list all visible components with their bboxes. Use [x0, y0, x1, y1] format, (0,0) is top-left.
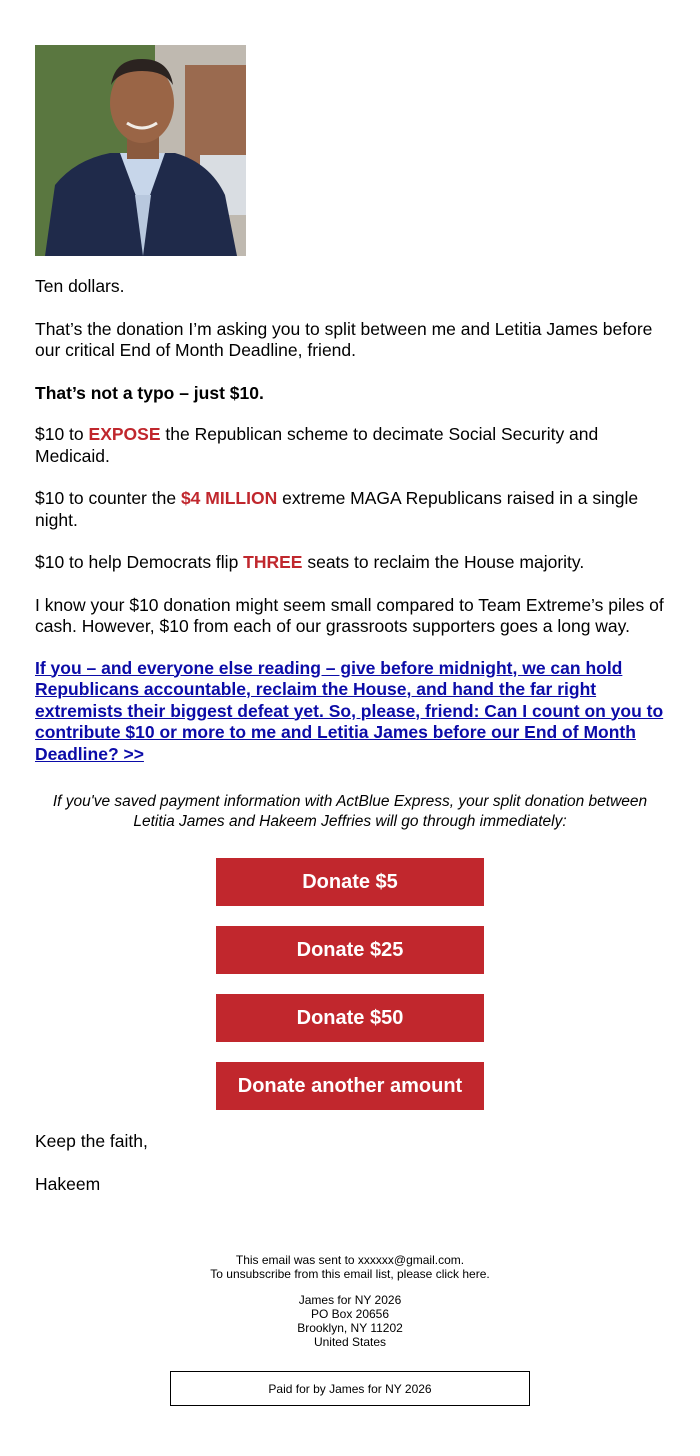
address-org: James for NY 2026 [298, 1293, 402, 1307]
address-country: United States [313, 1335, 387, 1349]
three-highlight: THREE [243, 552, 303, 572]
cta-paragraph [35, 658, 665, 766]
mailing-address [35, 1293, 665, 1349]
portrait-illustration [35, 45, 246, 256]
grassroots-paragraph: I know your $10 donation might seem small compared to Team Extreme’s piles of cash. However, $10 from each of our grassroots supporters goes a long way. [35, 594, 664, 636]
unsubscribe-line [35, 1267, 665, 1281]
expose-text-a: $10 to [35, 424, 89, 444]
donate-5-button[interactable]: Donate $5 [216, 858, 484, 906]
email-content [35, 45, 665, 1406]
donate-25-button[interactable]: Donate $25 [216, 926, 484, 974]
donate-other-amount-button[interactable]: Donate another amount [216, 1062, 484, 1110]
sent-to-line [35, 1253, 665, 1267]
unsubscribe-link[interactable]: here [462, 1267, 487, 1281]
not-a-typo-paragraph: That’s not a typo – just $10. [35, 382, 264, 403]
email-footer [35, 1253, 665, 1406]
address-po-box: PO Box 20656 [310, 1307, 390, 1321]
signoff-name: Hakeem [35, 1173, 101, 1194]
million-paragraph [35, 488, 665, 531]
sent-suffix: . [460, 1253, 465, 1267]
donate-button-group [35, 858, 665, 1130]
million-text-a: $10 to counter the [35, 488, 181, 508]
cta-link[interactable]: If you – and everyone else reading – give before midnight, we can hold Republicans accountable, reclaim the House, and hand the far right extremists their biggest defeat yet. So, please, friend: Can I count on you to contribute $10 or more to me and Letitia James before our End of Month Deadline? >> [35, 657, 664, 764]
recipient-email: xxxxxx@gmail.com [357, 1253, 461, 1267]
expose-text-b: the Republican scheme to decimate Social Security and Medicaid. [35, 424, 599, 466]
three-text-b: seats to reclaim the House majority. [302, 552, 585, 572]
unsub-prefix: To unsubscribe from this email list, please click [210, 1267, 463, 1281]
opening-line: Ten dollars. [35, 276, 125, 296]
paid-for-disclaimer: Paid for by James for NY 2026 [170, 1371, 530, 1406]
million-highlight: $4 MILLION [180, 488, 278, 508]
actblue-note: If you've saved payment information with ActBlue Express, your split donation between Letitia James and Hakeem Jeffries will go through immediately: [52, 793, 648, 830]
three-text-a: $10 to help Democrats flip [35, 552, 244, 572]
donation-ask-paragraph: That’s the donation I’m asking you to split between me and Letitia James before our critical End of Month Deadline, friend. [35, 318, 653, 360]
signoff-line: Keep the faith, [35, 1131, 148, 1151]
expose-paragraph [35, 424, 665, 467]
sent-prefix: This email was sent to [235, 1253, 358, 1267]
candidate-photo [35, 45, 246, 256]
donate-50-button[interactable]: Donate $50 [216, 994, 484, 1042]
expose-highlight: EXPOSE [88, 424, 161, 444]
unsub-suffix: . [486, 1267, 490, 1281]
three-seats-paragraph [35, 552, 665, 574]
million-text-b: extreme MAGA Republicans raised in a single night. [35, 488, 639, 530]
address-city: Brooklyn, NY 11202 [297, 1321, 403, 1335]
